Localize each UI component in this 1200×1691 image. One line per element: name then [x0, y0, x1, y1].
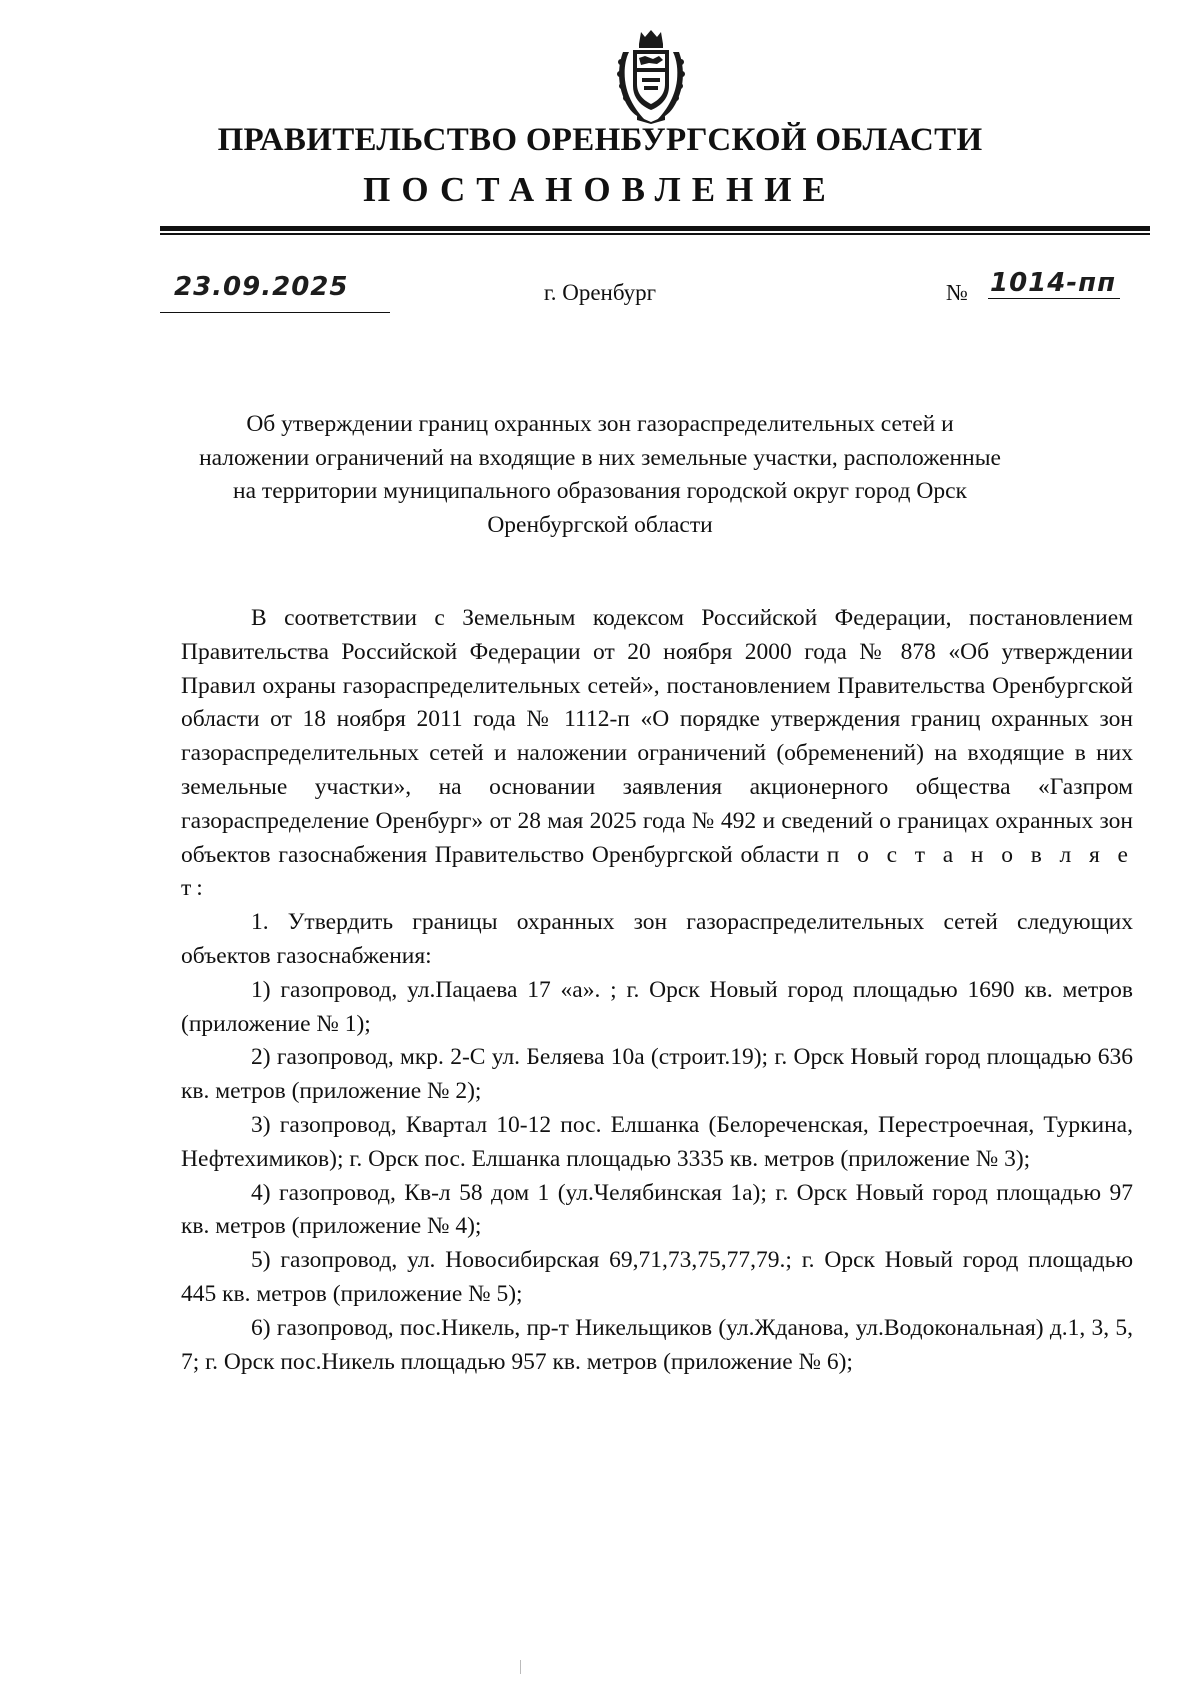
list-item: 6) газопровод, пос.Никель, пр-т Никельщиков (ул.Жданова, ул.Водокональная) д.1, 3, 5, 7; г. Орск пос.Никель площадью 957 кв. метров (приложение № 6);: [181, 1314, 1133, 1375]
list-item: 5) газопровод, ул. Новосибирская 69,71,73,75,77,79.; г. Орск Новый город площадью 445 кв. метров (приложение № 5);: [181, 1247, 1133, 1307]
coat-of-arms-icon: [609, 28, 693, 124]
preamble-decree: п о с т а н о в л я е т:: [181, 841, 1133, 902]
clause-1: 1. Утвердить границы охранных зон газораспределительных сетей следующих объектов газоснабжения:: [181, 909, 1133, 969]
document-type-title: ПОСТАНОВЛЕНИЕ: [363, 170, 837, 209]
document-body: [181, 602, 1133, 1379]
preamble-paragraph: [181, 602, 1133, 906]
header-divider-thick: [160, 226, 1150, 231]
list-item: 1) газопровод, ул.Пацаева 17 «а». ; г. Орск Новый город площадью 1690 кв. метров (приложение № 1);: [181, 976, 1133, 1037]
page-mark: [520, 1660, 521, 1674]
document-subject: Об утверждении границ охранных зон газораспределительных сетей и наложении ограничений на входящие в них земельные участки, расположенные на территории муниципального образования городской округ город Орск Оренбургской области: [199, 411, 1001, 538]
list-item: 2) газопровод, мкр. 2-С ул. Беляева 10а (строит.19); г. Орск Новый город площадью 636 кв. метров (приложение № 2);: [181, 1044, 1133, 1105]
document-date: 23.09.2025: [174, 272, 349, 302]
document-number-field: [946, 268, 1136, 310]
preamble-text: В соответствии с Земельным кодексом Российской Федерации, постановлением Правительства Российской Федерации от 20 ноября 2000 года № 878 «Об утверждении Правил охраны газораспределительных сетей», постановлением Правительства Оренбургской области от 18 ноября 2011 года № 1112-п «О порядке утверждения границ охранных зон газораспределительных сетей и наложении ограничений (обременений) на входящие в них земельные участки», на основании заявления акционерного общества «Газпром газораспределение Оренбург» от 28 мая 2025 года № 492 и сведений о границах охранных зон объектов газоснабжения Правительство Оренбургской области: [181, 605, 1133, 868]
document-number: 1014-пп: [988, 268, 1120, 299]
header-divider-thin: [160, 233, 1150, 235]
list-item: 4) газопровод, Кв-л 58 дом 1 (ул.Челябинская 1а); г. Орск Новый город площадью 97 кв. метров (приложение № 4);: [181, 1179, 1133, 1240]
government-title: ПРАВИТЕЛЬСТВО ОРЕНБУРГСКОЙ ОБЛАСТИ: [217, 122, 983, 158]
document-city: г. Оренбург: [543, 280, 657, 305]
list-item: 3) газопровод, Квартал 10-12 пос. Елшанка (Белореченская, Перестроечная, Туркина, Нефтехимиков); г. Орск пос. Елшанка площадью 3335 кв. метров (приложение № 3);: [181, 1111, 1133, 1172]
number-sign: №: [946, 280, 968, 305]
